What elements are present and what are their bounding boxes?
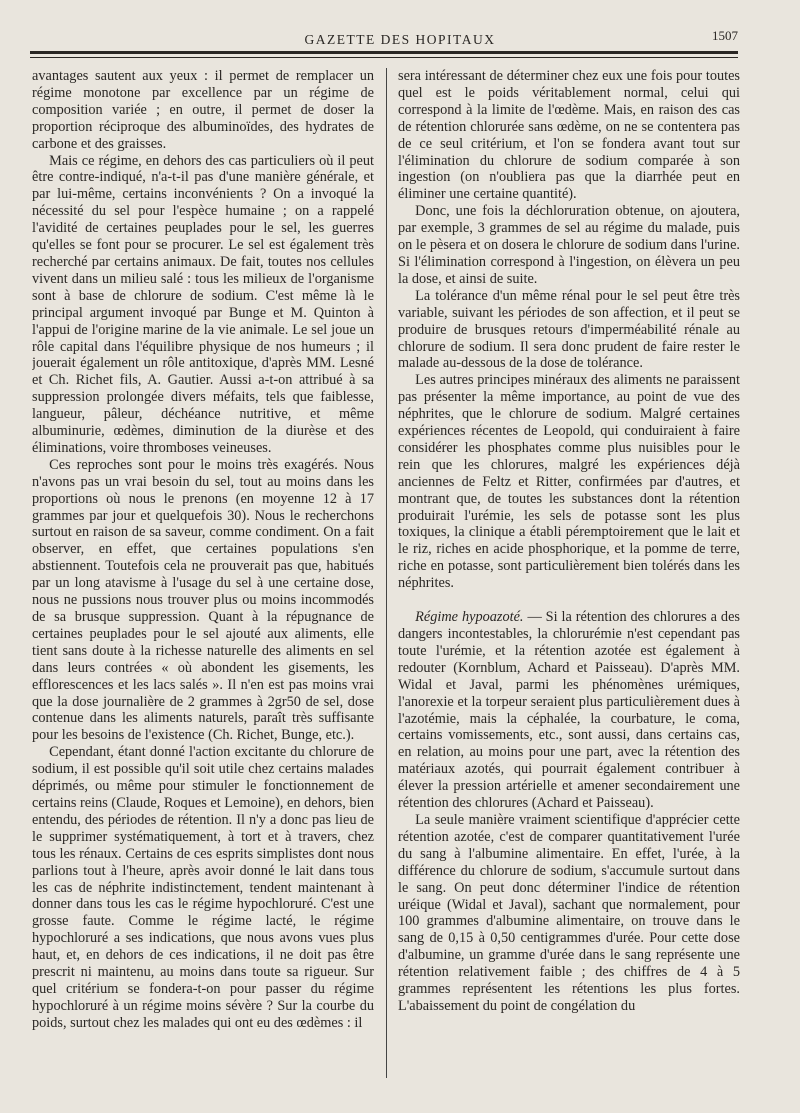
column-divider <box>386 68 387 1078</box>
section-heading: Régime hypoazoté. <box>415 609 524 626</box>
page-number: 1507 <box>712 28 738 43</box>
header-rule-thin <box>30 57 738 58</box>
paragraph: Mais ce régime, en dehors des cas particuliers où il peut être contre-indiqué, n'a-t-il pas d'une manière générale, et par lui-même, certains inconvénients ? On a invoqué la nécessité du sel pour l'espèce humaine ; on a rappelé l'avidité de certaines peuplades pour le sel, les guerres qu'elles se font pour se procurer. Le sel est également très recherché par certains animaux. De fait, toutes nos cellules vivent dans un milieu salé : tous les milieux de l'organisme sont à base de chlorure de sodium. C'est même là le principal argument invoqué par Bunge et M. Quinton à l'appui de l'origine marine de la vie animale. Le sel joue un rôle capital dans l'équilibre physique de nos humeurs ; il jouerait également un rôle antitoxique, d'après MM. Lesné et Ch. Richet fils, A. Gautier. Aussi a-t-on attribué à sa suppression prolongée divers méfaits, tels que faiblesse, langueur, pâleur, déchéance nutritive, et même albuminurie, œdèmes, diminution de la diurèse et des éliminations, voire thromboses veineuses. <box>32 152 374 456</box>
paragraph: La tolérance d'un même rénal pour le sel peut être très variable, suivant les périodes de son affection, et il peut se produire de brusques retours d'imperméabilité rénale au chlorure de sodium. Il sera donc prudent de faire rester le malade au-dessous de la dose de tolérance. <box>398 287 740 372</box>
left-column <box>32 68 374 1078</box>
page-header <box>30 28 770 48</box>
paragraph: Ces reproches sont pour le moins très exagérés. Nous n'avons pas un vrai besoin du sel, tout au moins dans les proportions où nous le prenons (en moyenne 12 à 17 grammes par jour et quelquefois 30). Nous le recherchons surtout en raison de sa saveur, comme condiment. On a fait observer, en effet, que certaines populations s'en abstiennent. Toutefois cela ne prouverait pas que, habitués par un long atavisme à l'usage du sel à une certaine dose, nous ne pussions nous trouver plus ou moins incommodés de sa brusque suppression. Quant à la répugnance de certaines peuplades pour le sel ajouté aux aliments, elle tient sans doute à la richesse naturelle des aliments en sel dans leurs contrées « où abondent les gisements, les efflorescences et les lacs salés ». Il n'en est pas moins vrai que la dose journalière de 2 grammes à 2gr50 de sel, dose contenue dans les aliments naturels, paraît très suffisante pour les besoins de l'existence (Ch. Richet, Bunge, etc.). <box>32 456 374 744</box>
paragraph: Donc, une fois la déchloruration obtenue, on ajoutera, par exemple, 3 grammes de sel au régime du malade, puis on le pèsera et on dosera le chlorure de sodium dans l'urine. Si l'élimination correspond à l'ingestion, on élèvera un peu la dose, et ainsi de suite. <box>398 203 740 287</box>
paragraph: La seule manière vraiment scientifique d'apprécier cette rétention azotée, c'est de comparer quantitativement l'urée du sang à l'albumine alimentaire. En effet, l'urée, à la différence du chlorure de sodium, s'accumule surtout dans le sang. On peut donc déterminer l'indice de rétention uréique (Widal et Javal), sachant que normalement, pour 100 grammes d'albumine alimentaire, on trouve dans le sang de 0,15 à 0,50 centigrammes d'urée. Pour cette dose d'albumine, un gramme d'urée dans le sang représente une rétention relativement faible ; des chiffres de 4 à 5 grammes représentent les rétentions les plus fortes. L'abaissement du point de congélation du <box>398 811 740 1014</box>
section-text: — Si la rétention des chlorures a des dangers incontestables, la chlorurémie n'est cependant pas toute l'urémie, et la rétention azotée est également à redouter (Kornblum, Achard et Paisseau). D'après MM. Widal et Javal, parmi les phénomènes urémiques, l'anorexie et la torpeur seraient plus particulièrement dues à l'azotémie, mais la céphalée, la courbature, le coma, certains vomissements, etc., sont aussi, dans certains cas, en relation, au moins pour une part, avec la rétention des matériaux azotés, qui pourrait également contribuer à élever la pression artérielle et amener secondairement une rétention des chlorures (Achard et Paisseau). <box>398 609 740 812</box>
running-title: GAZETTE DES HOPITAUX <box>304 32 496 47</box>
paragraph: Cependant, étant donné l'action excitante du chlorure de sodium, il est possible qu'il soit utile chez certains malades déprimés, ou même pour stimuler le fonctionnement de certains reins (Claude, Roques et Lemoine), en dehors, bien entendu, des périodes de rétention. Il n'y a donc pas lieu de le supprimer systématiquement, à tort et à travers, chez tous les rénaux. Certains de ces esprits simplistes dont nous parlions tout à l'heure, après avoir donné le lait dans tous les cas de néphrite indistinctement, tendent maintenant à donner dans tous les cas le régime hypochloruré. C'est une grosse faute. Comme le régime lacté, le régime hypochloruré a ses indications, que nous avons vues plus haut, et, en dehors de ces indications, il ne doit pas être prescrit ni maintenu, au moins dans toute sa rigueur. Sur quel critérium se fondera-t-on pour passer du régime hypochloruré à un régime moins sévère ? Sur la courbe du poids, surtout chez les malades qui ont eu des œdèmes : il <box>32 744 374 1031</box>
right-column <box>398 68 740 1078</box>
section-paragraph <box>398 609 740 812</box>
paragraph: avantages sautent aux yeux : il permet de remplacer un régime monotone par excellence par un régime de composition variée ; en outre, il permet de doser la proportion réciproque des albuminoïdes, des hydrates de carbone et des graisses. <box>32 68 374 152</box>
paragraph: sera intéressant de déterminer chez eux une fois pour toutes quel est le poids véritablement normal, celui qui correspond à la limite de l'œdème. Mais, en raison des cas de rétention chlorurée sans œdème, on ne se contentera pas de ce seul critérium, et l'on se fondera avant tout sur l'élimination du chlorure de sodium comparée à son ingestion (on n'oubliera pas que la diarrhée peut en éliminer une certaine quantité). <box>398 68 740 203</box>
paragraph: Les autres principes minéraux des aliments ne paraissent pas présenter la même importance, au point de vue des néphrites, que le chlorure de sodium. Malgré certaines expériences récentes de Leopold, qui conduiraient à faire considérer les phosphates comme plus nuisibles pour le rein que les chlorures, malgré les expériences déjà anciennes de Feltz et Ritter, confirmées par d'autres, et montrant que, de toutes les substances dont la rétention produirait l'urémie, les sels de potasse sont les plus toxiques, la clinique a établi péremptoirement que le lait et le riz, riches en acide phosphorique, et la pomme de terre, riche en potasse, sont particulièrement bien tolérés dans les néphrites. <box>398 372 740 592</box>
text-columns <box>32 68 740 1083</box>
header-rule-thick <box>30 51 738 54</box>
